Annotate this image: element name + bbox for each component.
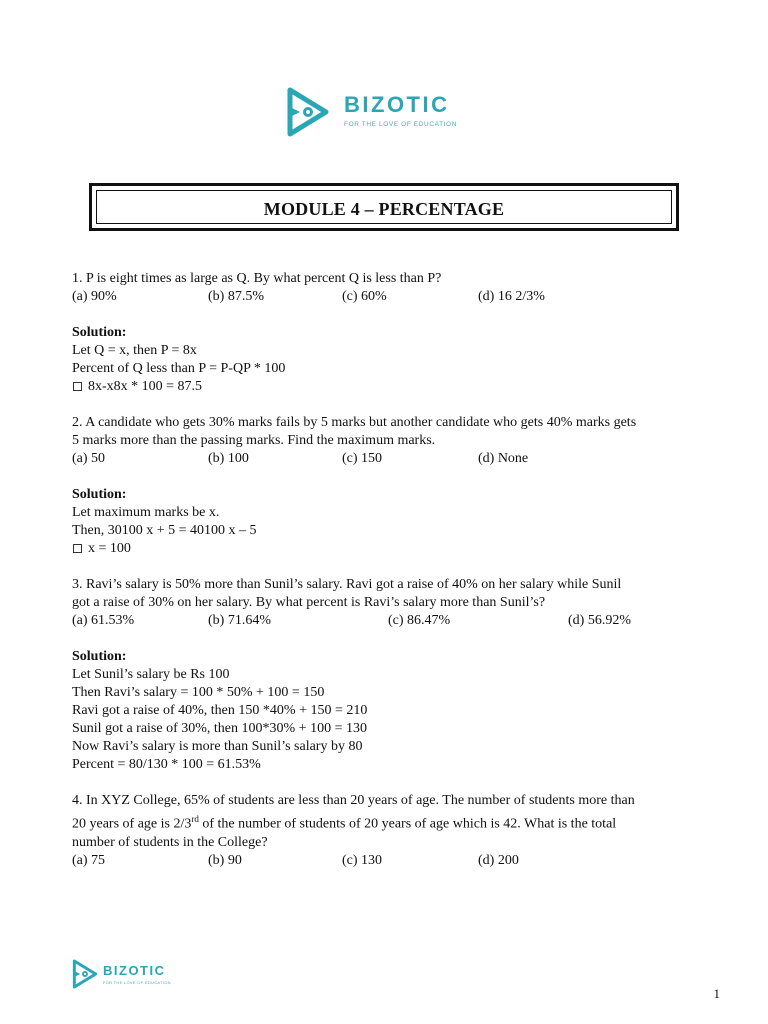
option-d: (d) 16 2/3% xyxy=(478,289,545,304)
option-d: (d) 200 xyxy=(478,852,519,868)
option-d: (d) None xyxy=(478,451,529,466)
question-text xyxy=(72,810,692,834)
option-c: (c) 60% xyxy=(342,289,387,304)
page-title: MODULE 4 – PERCENTAGE xyxy=(263,199,505,219)
solution-line: Ravi got a raise of 40%, then 150 *40% + 150 = 210 xyxy=(72,703,368,718)
option-a: (a) 75 xyxy=(72,852,106,868)
answer-options xyxy=(72,450,692,468)
therefore-box-icon xyxy=(73,382,82,391)
bizotic-logo-icon xyxy=(72,958,98,990)
solution-label: Solution: xyxy=(72,487,127,502)
option-c: (c) 150 xyxy=(342,451,383,466)
brand-tagline: FOR THE LOVE OF EDUCATION xyxy=(344,121,457,128)
answer-options xyxy=(72,852,692,870)
question-text: number of students in the College? xyxy=(72,834,268,850)
solution-line xyxy=(72,378,692,396)
solution-line-text: 8x-x8x * 100 = 87.5 xyxy=(88,379,203,394)
question-text-part: of the number of students of 20 years of age which is 42. What is the total xyxy=(198,816,617,832)
option-a: (a) 50 xyxy=(72,451,106,466)
question-text: 5 marks more than the passing marks. Find the maximum marks. xyxy=(72,433,436,448)
option-c: (c) 86.47% xyxy=(388,613,451,628)
header-logo xyxy=(286,86,486,142)
option-b: (b) 71.64% xyxy=(208,613,271,628)
question-text-part: 20 years of age is 2/3 xyxy=(72,816,192,832)
footer-brand-tagline: FOR THE LOVE OF EDUCATION xyxy=(103,980,171,985)
module-title-box xyxy=(89,183,679,231)
solution-line xyxy=(72,540,692,558)
footer-brand-name: BIZOTIC xyxy=(103,963,166,978)
question-text: 4. In XYZ College, 65% of students are less than 20 years of age. The number of students more than xyxy=(72,793,635,808)
brand-name: BIZOTIC xyxy=(344,92,450,117)
solution-line: Percent of Q less than P = P-QP * 100 xyxy=(72,361,286,376)
question-text: 1. P is eight times as large as Q. By what percent Q is less than P? xyxy=(72,271,442,286)
option-d: (d) 56.92% xyxy=(568,613,631,628)
solution-line: Let Q = x, then P = 8x xyxy=(72,343,197,358)
solution-line: Percent = 80/130 * 100 = 61.53% xyxy=(72,757,261,772)
document-body xyxy=(72,270,692,870)
question-2 xyxy=(72,414,692,558)
question-1 xyxy=(72,270,692,396)
solution-label: Solution: xyxy=(72,325,127,340)
footer-logo xyxy=(72,958,182,992)
question-text: 3. Ravi’s salary is 50% more than Sunil’s salary. Ravi got a raise of 40% on her salary while Sunil xyxy=(72,577,622,592)
solution-line: Then Ravi’s salary = 100 * 50% + 100 = 150 xyxy=(72,685,325,700)
option-b: (b) 90 xyxy=(208,852,242,868)
option-b: (b) 100 xyxy=(208,451,249,466)
solution-label: Solution: xyxy=(72,649,127,664)
option-c: (c) 130 xyxy=(342,852,383,868)
solution-line: Now Ravi’s salary is more than Sunil’s salary by 80 xyxy=(72,739,363,754)
question-4 xyxy=(72,792,692,870)
question-3 xyxy=(72,576,692,774)
solution-line: Sunil got a raise of 30%, then 100*30% + 100 = 130 xyxy=(72,721,367,736)
question-text: got a raise of 30% on her salary. By what percent is Ravi’s salary more than Sunil’s? xyxy=(72,595,546,610)
therefore-box-icon xyxy=(73,544,82,553)
solution-line: Let Sunil’s salary be Rs 100 xyxy=(72,667,230,682)
solution-line: Let maximum marks be x. xyxy=(72,505,220,520)
answer-options xyxy=(72,288,692,306)
option-b: (b) 87.5% xyxy=(208,289,264,304)
question-text: 2. A candidate who gets 30% marks fails by 5 marks but another candidate who gets 40% marks gets xyxy=(72,415,637,430)
solution-line-text: x = 100 xyxy=(88,541,131,556)
option-a: (a) 61.53% xyxy=(72,613,135,628)
answer-options xyxy=(72,612,692,630)
option-a: (a) 90% xyxy=(72,289,117,304)
solution-line: Then, 30100 x + 5 = 40100 x – 5 xyxy=(72,523,257,538)
bizotic-logo-icon xyxy=(286,86,330,138)
ordinal-superscript: rd xyxy=(191,814,199,824)
page-number: 1 xyxy=(713,986,720,1001)
